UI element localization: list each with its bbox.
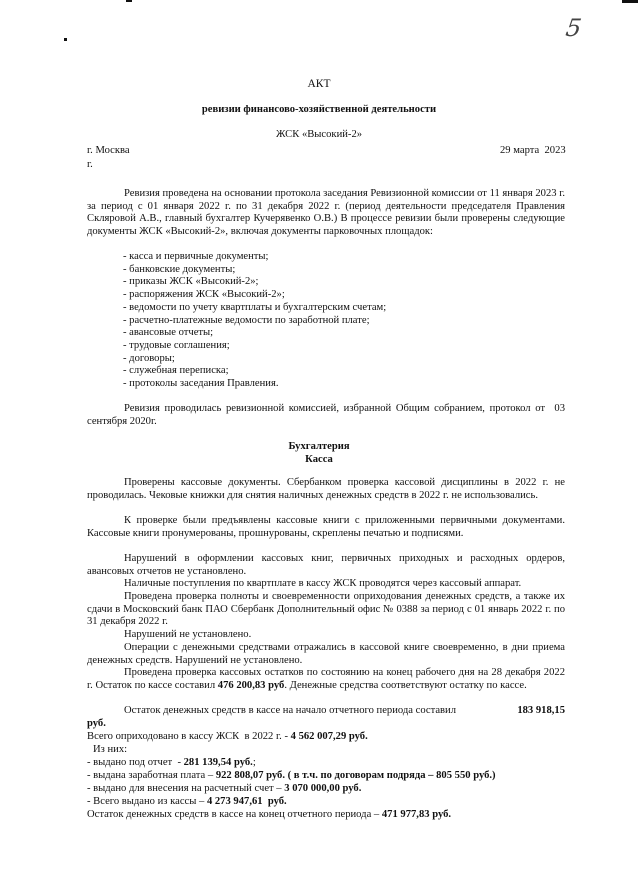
document-title: АКТ [307,78,331,90]
outflow-row [87,770,496,783]
paragraph-text: К проверке были предъявлены кассовые книги с приложенными первичными документами. Кассовые книги пронумерованы, прошнурованы, скреплены печатью и подписями. [87,515,565,539]
city: г. Москва [87,145,130,156]
city-suffix: г. [87,159,93,170]
outflow-amount: 3 070 000,00 руб. [284,783,362,794]
intro-text: Ревизия проведена на основании протокола заседания Ревизионной комиссии от 11 января 2023 г. за период с 01 января 2022 г. по 31 декабря 2022 г. (период деятельности председателя Правления Скляровой А.В., главный бухгалтер Кучерявенко О.В.) В процессе ревизии были проверены следующие документы ЖСК «Высокий-2», включая документы парковочных площадок: [87,188,565,237]
balance-check-paragraph [87,667,565,692]
paragraph-text: Нарушений не установлено. [124,629,252,640]
scan-speck [64,38,67,41]
paragraph-text: Проведена проверка полноты и своевременности оприходования денежных средств, а также их сдачи в Московский банк ПАО Сбербанк Дополнительный офис № 0388 за период с 01 январь 2022 г. по 31 декабря 2022 г. [87,591,565,628]
list-item: - договоры; [123,352,175,364]
organization-name: ЖСК «Высокий-2» [275,129,363,140]
outflow-label: - Всего выдано из кассы – [87,796,207,807]
of-which-label: Из них: [93,744,128,755]
commission-text: Ревизия проводилась ревизионной комиссией, избранной Общим собранием, протокол от 03 сентября 2020г. [87,403,568,427]
balance-check-amount: 476 200,83 руб [217,679,285,691]
list-item: - служебная переписка; [123,365,229,377]
balance-check-text: Проведена проверка кассовых остатков по состоянию на конец рабочего дня на 28 декабря 2022 г. Остаток по кассе составил [87,667,565,691]
cash-paragraph-1 [87,477,565,502]
list-item: - трудовые соглашения; [123,339,230,351]
total-received-label: Всего оприходовано в кассу ЖСК в 2022 г. - [87,731,291,742]
commission-paragraph [87,403,568,428]
paragraph-text: Операции с денежными средствами отражались в кассовой книге своевременно, в дни приема денежных средств. Нарушений не установлено. [87,642,565,666]
cash-paragraph-5 [87,591,565,629]
paragraph-text: Проверены кассовые документы. Сбербанком проверка кассовой дисциплины в 2022 г. не проводилась. Чековые книжки для снятия наличных денежных средств в 2022 г. не использовались. [87,477,565,501]
closing-balance-label: Остаток денежных средств в кассе на конец отчетного периода – [87,809,382,820]
list-item: - ведомости по учету квартплаты и бухгалтерским счетам; [123,301,387,313]
outflow-amount: 922 808,07 руб. ( в т.ч. по договорам подряда – 805 550 руб.) [215,770,496,781]
section-subheading: Касса [305,454,333,465]
outflow-amount: 281 139,54 руб. [183,757,253,768]
intro-paragraph [87,188,565,238]
cash-paragraph-7 [87,642,565,667]
cash-paragraph-3 [87,553,565,578]
scan-speck [126,0,132,2]
document-subtitle: ревизии финансово-хозяйственной деятельности [201,104,437,115]
handwritten-page-number: 5 [564,14,584,42]
outflow-row [87,796,287,809]
scan-speck [622,0,638,3]
opening-balance-paragraph [87,705,565,718]
cash-paragraph-4 [87,578,565,591]
outflow-label: - выдано для внесения на расчетный счет – [87,783,285,794]
cash-paragraph-2 [87,515,565,540]
list-item: - расчетно-платежные ведомости по заработной плате; [123,314,370,326]
list-item: - банковские документы; [123,263,236,275]
cash-paragraph-6 [87,629,565,642]
balance-check-tail: . Денежные средства соответствуют остатку по кассе. [284,679,527,691]
outflow-tail: ; [252,757,256,768]
outflow-amount: 4 273 947,61 руб. [206,796,287,807]
outflow-label: - выдано под отчет - [87,757,184,768]
documents-list [123,251,386,391]
opening-balance-label: Остаток денежных средств в кассе на начало отчетного периода составил [124,705,457,716]
outflow-row [87,757,256,770]
paragraph-text: Наличные поступления по квартплате в кассу ЖСК проводятся через кассовый аппарат. [124,578,522,589]
closing-balance-amount: 471 977,83 руб. [381,809,452,820]
paragraph-text: Нарушений в оформлении кассовых книг, первичных приходных и расходных ордеров, авансовых отчетов не установлено. [87,553,565,577]
opening-balance-unit: руб. [87,718,106,729]
outflow-label: - выдана заработная плата – [87,770,216,781]
list-item: - протоколы заседания Правления. [123,378,279,390]
list-item: - распоряжения ЖСК «Высокий-2»; [123,289,285,301]
total-received [87,731,368,744]
list-item: - приказы ЖСК «Высокий-2»; [123,276,259,288]
list-item: - касса и первичные документы; [123,251,269,262]
outflow-row [87,783,361,796]
document-date: 29 марта 2023 [500,145,566,156]
total-received-amount: 4 562 007,29 руб. [290,731,368,742]
closing-balance [87,809,451,822]
list-item: - авансовые отчеты; [123,327,214,339]
section-heading: Бухгалтерия [288,441,350,452]
opening-balance-amount: 183 918,15 [517,705,565,716]
